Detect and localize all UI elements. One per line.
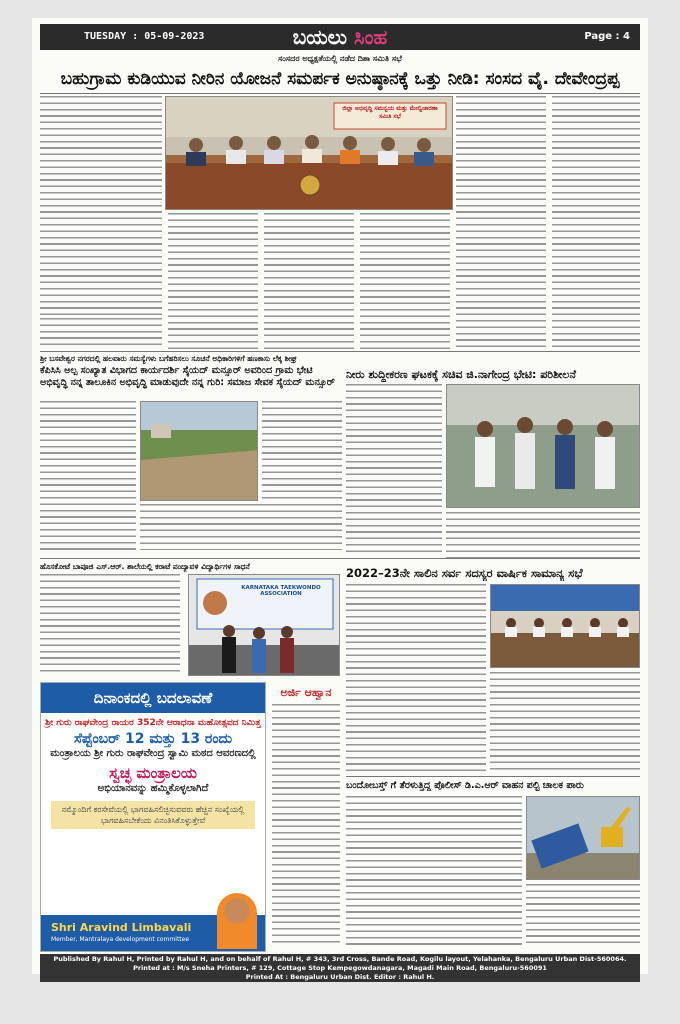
- left-story-text-2: [262, 401, 342, 501]
- divider: [40, 351, 640, 352]
- page-number: Page : 4: [584, 31, 630, 42]
- left-story-headline: ಕೆಪಿಸಿಸಿ ಅಲ್ಪ ಸಂಖ್ಯಾತ ವಿಭಾಗದ ಕಾರ್ಯದರ್ಶಿ ಸೈಯದ್ ಮನ್ಸೂರ್ ಅವರಿಂದ ಗ್ರಾಮ ಭೇಟಿ ಅಭಿವೃದ್ಧಿ ನನ್ನ ತಾಲೂಕಿನ ಅಭಿವೃದ್ಧಿ ಮಾಡುವುದೇ ನನ್ನ ಗುರಿ: ಸಮಾಜ ಸೇವಕ ಸೈಯದ್ ಮನ್ಸೂರ್: [40, 365, 335, 388]
- agm-text-2: [490, 672, 640, 772]
- lead-text-col-5: [456, 96, 546, 349]
- ad-person-role: Member, Mantralaya development committee: [51, 936, 190, 943]
- masthead-bar: [40, 24, 640, 50]
- ad-dates: ಸೆಪ್ಟೆಂಬರ್ 12 ಮತ್ತು 13 ರಂದು: [73, 731, 233, 747]
- issue-date: TUESDAY : 05-09-2023: [84, 31, 205, 42]
- divider: [40, 93, 640, 94]
- newspaper-title: [40, 24, 640, 50]
- school-story-headline: ಹೊಸಕೋಟೆ ಬಾಪೂಜಿ ಎಸ್.ಆರ್. ಶಾಲೆಯಲ್ಲಿ ಕರಾಟೆ ಪಂದ್ಯಾವಳಿ ವಿದ್ಯಾರ್ಥಿಗಳ ಸಾಧನೆ: [40, 562, 250, 571]
- ad-campaign-sub: ಅಭಿಯಾನವನ್ನು ಹಮ್ಮಿಕೊಳ್ಳಲಾಗಿದೆ: [97, 783, 209, 794]
- lead-kicker: ಸಂಸದರ ಅಧ್ಯಕ್ಷತೆಯಲ್ಲಿ ನಡೆದ ದಿಶಾ ಸಮಿತಿ ಸಭೆ: [278, 54, 402, 63]
- village-photo: [140, 401, 258, 501]
- right-story-text: [346, 384, 442, 556]
- divider: [346, 776, 640, 777]
- imprint-bar: [40, 954, 640, 982]
- imprint-line-2: Printed at : M/s Sneha Printers, # 129, Cottage Stop Kempegowdanagara, Magadi Main Road, Bengaluru-560091: [133, 964, 547, 972]
- invite-text: [272, 704, 340, 944]
- police-text-2: [526, 884, 640, 946]
- advertisement: [40, 682, 266, 952]
- tea-headline: ಶ್ರೀ ಬಸವೇಶ್ವರ ನಗರದಲ್ಲಿ ಹಲವಾರು ಸಮಸ್ಯೆಗಳು ಬಗೆಹರಿಸಲು ಸೂಚನೆ ಅಧಿಕಾರಿಗಳಿಗೆ ಹಣಕಾಸು ಲೆಕ್ಕ ಶೀಘ್ರ: [40, 354, 297, 363]
- lead-text-col-2: [168, 213, 258, 349]
- lead-text-col-1: [40, 96, 162, 316]
- police-headline: ಬಂದೋಬಸ್ತ್ ಗೆ ತೆರಳುತ್ತಿದ್ದ ಪೊಲೀಸ್ ಡಿ.ಎ.ಆರ್ ವಾಹನ ಪಲ್ಟಿ ಚಾಲಕ ಪಾರು: [346, 780, 584, 791]
- police-text: [346, 796, 522, 946]
- divider: [40, 558, 640, 559]
- lead-text-col-4: [360, 213, 450, 349]
- ad-call-to-action: ನಮ್ಮೊಂದಿಗೆ ಕರಸೇವೆಯಲ್ಲಿ ಭಾಗವಹಿಸಲಿಚ್ಛಿಸುವವರು ಹೆಚ್ಚಿನ ಸಂಖ್ಯೆಯಲ್ಲಿ ಭಾಗವಹಿಸಬೇಕೆಂದು ವಿನಂತಿಸಿಕೊಳ್ಳುತ್ತೇವೆ: [51, 801, 255, 829]
- minister-visit-photo: [446, 384, 640, 508]
- right-story-headline: ನೀರು ಶುದ್ಧೀಕರಣ ಘಟಕಕ್ಕೆ ಸಚಿವ ಜಿ.ನಾಗೇಂದ್ರ ಭೇಟಿ: ಪರಿಶೀಲನೆ: [346, 368, 576, 381]
- karate-banner-text: KARNATAKA TAEKWONDO ASSOCIATION: [241, 585, 321, 597]
- left-story-text-3: [140, 504, 342, 550]
- ad-band: ದಿನಾಂಕದಲ್ಲಿ ಬದಲಾವಣೆ: [41, 683, 265, 713]
- karate-photo: [188, 574, 340, 676]
- meeting-banner-text: ಜಿಲ್ಲಾ ಅಭಿವೃದ್ಧಿ ಸಮನ್ವಯ ಮತ್ತು ಮೇಲ್ವಿಚಾರಣಾ ಸಮಿತಿ ಸಭೆ: [342, 105, 438, 120]
- ad-person-name: Shri Aravind Limbavali: [51, 921, 192, 934]
- agm-text: [346, 584, 486, 772]
- accident-photo: [526, 796, 640, 880]
- meeting-photo: [165, 96, 453, 210]
- title-left: ಬಯಲು: [292, 25, 347, 49]
- imprint-line-1: Published By Rahul H, Printed by Rahul H, and on behalf of Rahul H, # 343, 3rd Cross, Bande Road, Kogilu layout, Yelahanka, Bengaluru Urban Dist-560064.: [53, 955, 627, 963]
- invite-headline: ಅರ್ಜಿ ಆಹ್ವಾನ: [280, 686, 332, 699]
- ad-venue: ಮಂತ್ರಾಲಯ ಶ್ರೀ ಗುರು ರಾಘವೇಂದ್ರ ಸ್ವಾಮಿ ಮಠದ ಆವರಣದಲ್ಲಿ: [50, 748, 256, 759]
- ad-person-photo: [217, 893, 257, 949]
- lead-text-col-6: [552, 96, 640, 349]
- school-story-text: [40, 574, 180, 674]
- lead-headline: ಬಹುಗ್ರಾಮ ಕುಡಿಯುವ ನೀರಿನ ಯೋಜನೆ ಸಮರ್ಪಕ ಅನುಷ್ಠಾನಕ್ಕೆ ಒತ್ತು ನೀಡಿ: ಸಂಸದ ವೈ. ದೇವೇಂದ್ರಪ್ಪ: [60, 69, 620, 89]
- ad-organiser: ಶ್ರೀ ಗುರು ರಾಘವೇಂದ್ರ ರಾಯರ 352ನೇ ಆರಾಧನಾ ಮಹೋತ್ಸವದ ನಿಮಿತ್ತ: [45, 718, 261, 728]
- title-right: ಸಿಂಹ: [353, 25, 388, 49]
- lead-text-col-1b: [40, 318, 162, 349]
- imprint-line-3: Printed At : Bengaluru Urban Dist. Editor : Rahul H.: [245, 973, 435, 981]
- lead-text-col-3: [264, 213, 354, 349]
- newspaper-page: [32, 18, 648, 981]
- agm-photo: [490, 584, 640, 668]
- right-story-text-2: [446, 512, 640, 558]
- left-story-text: [40, 401, 136, 551]
- ad-campaign: ಸ್ವಚ್ಛ ಮಂತ್ರಾಲಯ: [109, 764, 197, 782]
- agm-headline: 2022–23ನೇ ಸಾಲಿನ ಸರ್ವ ಸದಸ್ಯರ ವಾರ್ಷಿಕ ಸಾಮಾನ್ಯ ಸಭೆ: [346, 566, 583, 580]
- ad-footer: [41, 915, 265, 951]
